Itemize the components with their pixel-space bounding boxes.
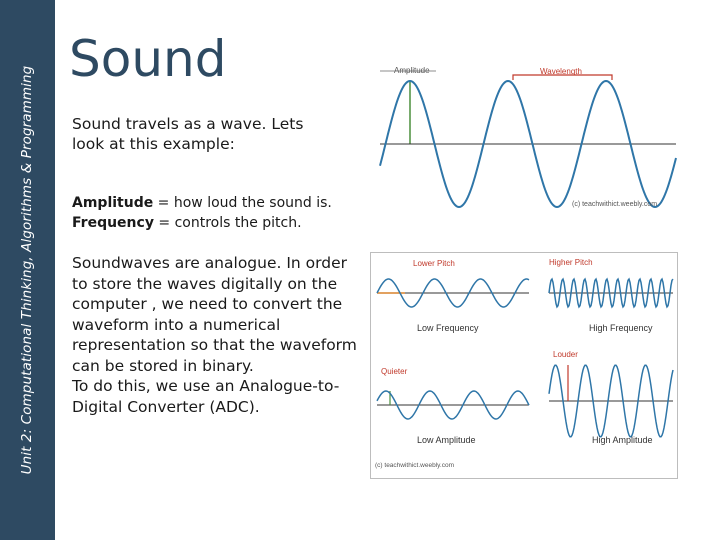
frequency-def: = controls the pitch.	[153, 215, 302, 231]
intro-paragraph: Sound travels as a wave. Lets look at this example:	[72, 115, 304, 153]
sidebar-label	[0, 0, 55, 540]
adc-line1: Soundwaves are analogue. In order to store the waves digitally on the computer , we need to convert the waveform into a numerical representation so that the waveform can be stored in binary.	[72, 254, 357, 375]
wavelength-label: Wavelength	[540, 67, 582, 76]
definitions-paragraph	[72, 193, 352, 233]
frequency-term: Frequency	[72, 215, 154, 231]
figure1-credit: (c) teachwithict.weebly.com	[572, 201, 658, 208]
higher-pitch-label: Higher Pitch	[549, 258, 593, 267]
pitch-amplitude-diagram	[370, 252, 678, 479]
amplitude-def: = how loud the sound is.	[153, 195, 332, 211]
wave-diagram	[376, 63, 686, 213]
sidebar-text: Unit 2: Computational Thinking, Algorithms & Programming	[19, 65, 35, 475]
lower-pitch-label: Lower Pitch	[413, 259, 455, 268]
high-amplitude-label: High Amplitude	[592, 435, 653, 445]
amplitude-definition	[72, 193, 352, 213]
pitch-amplitude-svg	[371, 253, 677, 478]
quieter-label: Quieter	[381, 367, 408, 376]
frequency-definition	[72, 213, 352, 233]
louder-label: Louder	[553, 350, 578, 359]
adc-paragraph	[72, 253, 362, 417]
page-title: Sound	[69, 30, 227, 88]
wave-diagram-svg	[376, 63, 686, 213]
adc-line2: To do this, we use an Analogue-to-Digital Converter (ADC).	[72, 377, 340, 416]
figure2-credit: (c) teachwithict.weebly.com	[375, 462, 454, 469]
amplitude-term: Amplitude	[72, 195, 154, 211]
amplitude-label: Amplitude	[394, 66, 430, 75]
low-amplitude-label: Low Amplitude	[417, 435, 476, 445]
low-frequency-label: Low Frequency	[417, 323, 479, 333]
high-frequency-label: High Frequency	[589, 323, 653, 333]
